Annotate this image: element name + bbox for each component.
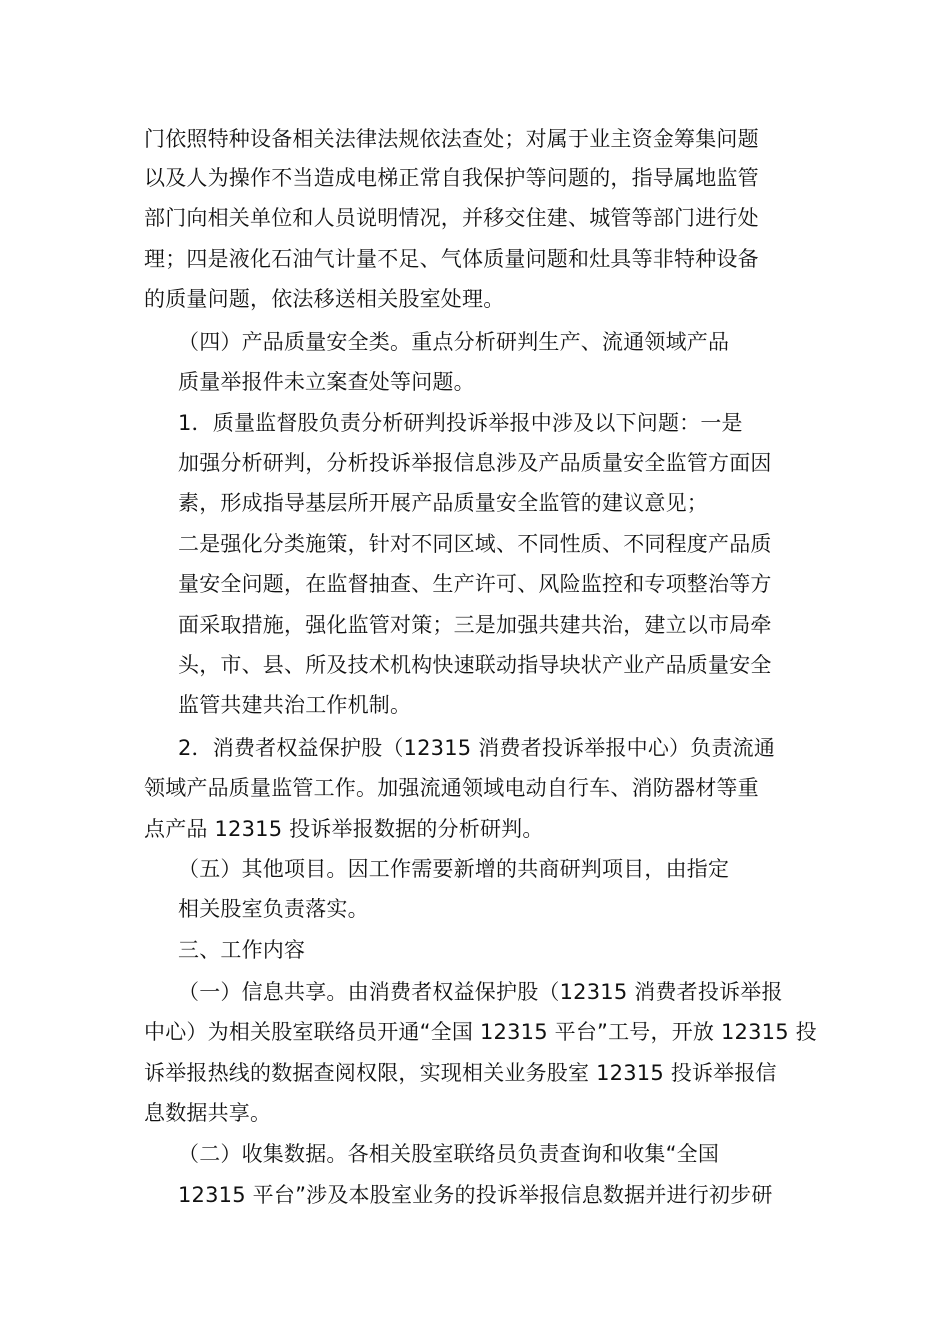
text-line-1: 门依照特种设备相关法律法规依法查处；对属于业主资金筹集问题: [144, 127, 759, 151]
text-line-20: 相关股室负责落实。: [178, 897, 369, 921]
text-line-19: （五）其他项目。因工作需要新增的共商研判项目，由指定: [178, 857, 730, 881]
text-line-16: 2．消费者权益保护股（12315 消费者投诉举报中心）负责流通: [178, 736, 776, 760]
text-line-14: 头，市、县、所及技术机构快速联动指导块状产业产品质量安全: [178, 653, 772, 677]
text-line-15: 监管共建共治工作机制。: [178, 693, 412, 717]
text-line-10: 素，形成指导基层所开展产品质量安全监管的建议意见；: [178, 491, 708, 515]
text-line-9: 加强分析研判，分析投诉举报信息涉及产品质量安全监管方面因: [178, 451, 772, 475]
text-line-22: （一）信息共享。由消费者权益保护股（12315 消费者投诉举报: [178, 980, 783, 1004]
section-heading: 三、工作内容: [178, 938, 306, 962]
text-line-5: 的质量问题，依法移送相关股室处理。: [144, 287, 505, 311]
text-line-8: 1．质量监督股负责分析研判投诉举报中涉及以下问题：一是: [178, 411, 743, 435]
text-line-4: 理；四是液化石油气计量不足、气体质量问题和灶具等非特种设备: [144, 247, 759, 271]
text-line-23: 中心）为相关股室联络员开通“全国 12315 平台”工号，开放 12315 投: [144, 1020, 817, 1044]
text-line-17: 领域产品质量监管工作。加强流通领域电动自行车、消防器材等重: [144, 776, 759, 800]
text-line-27: 12315 平台”涉及本股室业务的投诉举报信息数据并进行初步研: [178, 1183, 773, 1207]
text-line-6: （四）产品质量安全类。重点分析研判生产、流通领域产品: [178, 330, 730, 354]
text-line-24: 诉举报热线的数据查阅权限，实现相关业务股室 12315 投诉举报信: [144, 1061, 777, 1085]
text-line-2: 以及人为操作不当造成电梯正常自我保护等问题的，指导属地监管: [144, 166, 759, 190]
text-line-13: 面采取措施，强化监管对策；三是加强共建共治，建立以市局牵: [178, 613, 772, 637]
text-line-18: 点产品 12315 投诉举报数据的分析研判。: [144, 817, 544, 841]
text-line-11: 二是强化分类施策，针对不同区域、不同性质、不同程度产品质: [178, 532, 772, 556]
text-line-7: 质量举报件未立案查处等问题。: [178, 370, 475, 394]
text-line-25: 息数据共享。: [144, 1101, 272, 1125]
text-line-26: （二）收集数据。各相关股室联络员负责查询和收集“全国: [178, 1142, 720, 1166]
text-line-3: 部门向相关单位和人员说明情况，并移交住建、城管等部门进行处: [144, 206, 759, 230]
text-line-12: 量安全问题，在监督抽查、生产许可、风险监控和专项整治等方: [178, 572, 772, 596]
